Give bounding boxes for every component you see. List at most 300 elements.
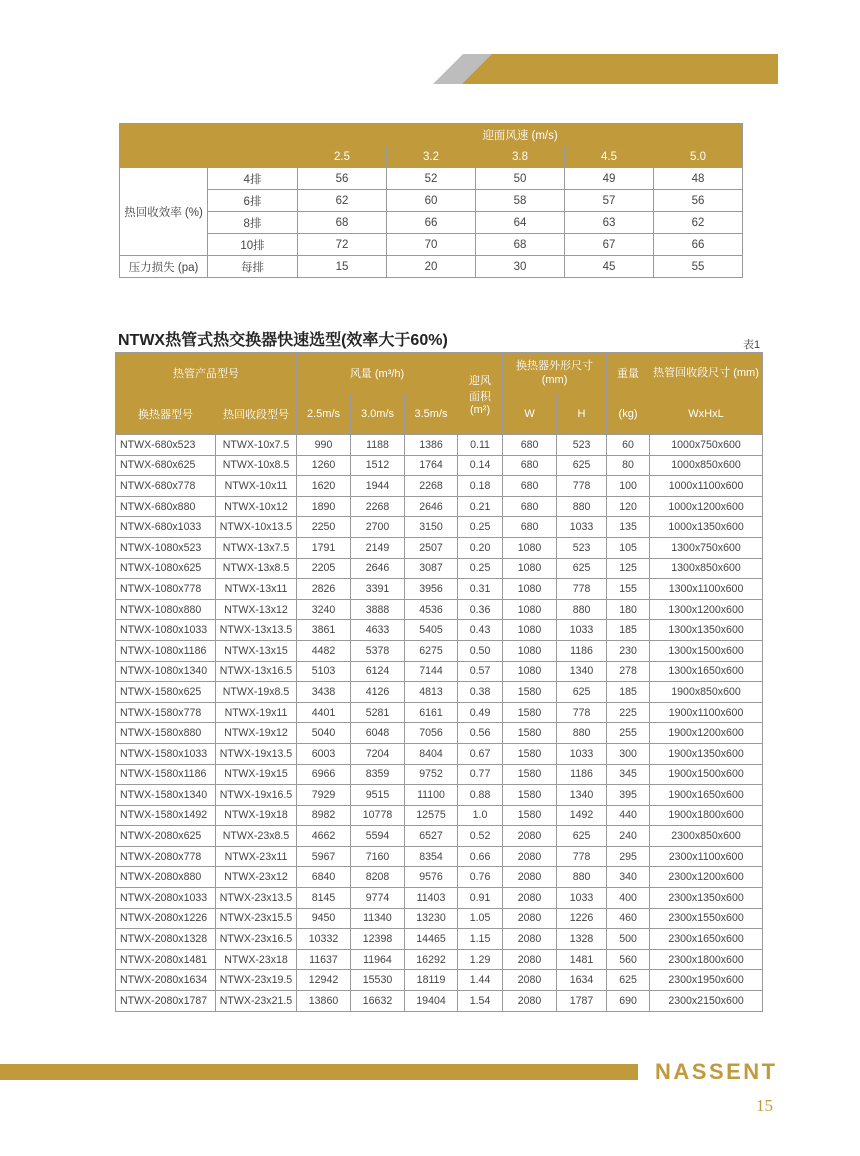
cell: 57 [565, 190, 654, 212]
section-model-cell: NTWX-19x13.5 [216, 743, 297, 764]
table-cell: 0.56 [458, 723, 503, 744]
cell: 64 [476, 212, 565, 234]
table-cell: 10332 [297, 929, 351, 950]
table-cell: 0.25 [458, 517, 503, 538]
header-gold-band [462, 54, 778, 84]
table-cell: 1634 [557, 970, 607, 991]
table-cell: 1900x1200x600 [650, 723, 763, 744]
table-cell: 2300x2150x600 [650, 991, 763, 1012]
exchanger-model-cell: NTWX-2080x1033 [116, 888, 216, 909]
table-cell: 0.31 [458, 579, 503, 600]
row-count: 每排 [208, 256, 298, 278]
face-area-header [458, 353, 503, 435]
table-cell: 500 [607, 929, 650, 950]
table-cell: 1300x1650x600 [650, 661, 763, 682]
table-cell: 0.14 [458, 455, 503, 476]
table-row [116, 537, 763, 558]
cell: 60 [387, 190, 476, 212]
table-row [116, 435, 763, 456]
table-cell: 4126 [351, 682, 405, 703]
table-cell: 3438 [297, 682, 351, 703]
table-row [116, 826, 763, 847]
table-cell: 1.54 [458, 991, 503, 1012]
section-model-cell: NTWX-19x8.5 [216, 682, 297, 703]
cell: 56 [654, 190, 743, 212]
brand-logo: NASSENT [655, 1059, 778, 1084]
speed-header: 2.5m/s [297, 394, 351, 435]
table-cell: 1080 [503, 579, 557, 600]
product-header: 热管产品型号 [116, 353, 297, 394]
table-cell: 2300x1950x600 [650, 970, 763, 991]
table-cell: 1000x750x600 [650, 435, 763, 456]
table-tag: 表1 [743, 339, 761, 351]
table-cell: 0.18 [458, 476, 503, 497]
table-cell: 1.05 [458, 908, 503, 929]
exchanger-model-cell: NTWX-1080x625 [116, 558, 216, 579]
cell: 62 [654, 212, 743, 234]
table-cell: 2646 [351, 558, 405, 579]
table-cell: 2646 [405, 496, 458, 517]
table-cell: 9576 [405, 867, 458, 888]
table-cell: 6124 [351, 661, 405, 682]
section-model-cell: NTWX-13x12 [216, 599, 297, 620]
section-model-cell: NTWX-10x11 [216, 476, 297, 497]
table-row [116, 908, 763, 929]
table-cell: 4536 [405, 599, 458, 620]
exchanger-model-cell: NTWX-2080x1226 [116, 908, 216, 929]
table-cell: 295 [607, 846, 650, 867]
table-cell: 2080 [503, 826, 557, 847]
table-cell: 1300x1200x600 [650, 599, 763, 620]
table-cell: 105 [607, 537, 650, 558]
cell: 66 [654, 234, 743, 256]
table-cell: 135 [607, 517, 650, 538]
exchanger-model-cell: NTWX-1080x1340 [116, 661, 216, 682]
section-model-cell: NTWX-23x19.5 [216, 970, 297, 991]
table-row [120, 256, 743, 278]
weight-header: 重量 [607, 353, 650, 394]
section-model-cell: NTWX-23x18 [216, 949, 297, 970]
table-cell: 4482 [297, 640, 351, 661]
table-cell: 2250 [297, 517, 351, 538]
table-cell: 4813 [405, 682, 458, 703]
corner-cell-3 [208, 146, 298, 168]
dims-header: 换热器外形尺寸 (mm) [503, 353, 607, 394]
table-row [116, 661, 763, 682]
cell: 56 [298, 168, 387, 190]
exchanger-model-cell: NTWX-1080x523 [116, 537, 216, 558]
table-cell: 5405 [405, 620, 458, 641]
table-cell: 2268 [405, 476, 458, 497]
table-cell: 2300x1200x600 [650, 867, 763, 888]
table-row [116, 929, 763, 950]
table-cell: 0.36 [458, 599, 503, 620]
table-row [116, 682, 763, 703]
cell: 63 [565, 212, 654, 234]
face-area-unit: (m²) [469, 403, 491, 416]
table-cell: 1580 [503, 764, 557, 785]
table-cell: 1.15 [458, 929, 503, 950]
table-cell: 0.50 [458, 640, 503, 661]
section-model-cell: NTWX-19x12 [216, 723, 297, 744]
table-cell: 5281 [351, 702, 405, 723]
table-cell: 3888 [351, 599, 405, 620]
exchanger-model-cell: NTWX-1580x625 [116, 682, 216, 703]
table-cell: 1300x1100x600 [650, 579, 763, 600]
table-cell: 1340 [557, 785, 607, 806]
table-cell: 1300x1500x600 [650, 640, 763, 661]
table-cell: 12942 [297, 970, 351, 991]
table-cell: 2080 [503, 991, 557, 1012]
table-cell: 2080 [503, 949, 557, 970]
table-cell: 0.66 [458, 846, 503, 867]
table-cell: 230 [607, 640, 650, 661]
table-cell: 11964 [351, 949, 405, 970]
table-cell: 6840 [297, 867, 351, 888]
table-row [116, 476, 763, 497]
cell: 49 [565, 168, 654, 190]
cell: 55 [654, 256, 743, 278]
table-cell: 185 [607, 682, 650, 703]
table-cell: 2300x1650x600 [650, 929, 763, 950]
section-model-cell: NTWX-23x8.5 [216, 826, 297, 847]
table-cell: 125 [607, 558, 650, 579]
wxhxl-header: WxHxL [650, 394, 763, 435]
cell: 67 [565, 234, 654, 256]
exchanger-model-cell: NTWX-2080x1787 [116, 991, 216, 1012]
table-cell: 13860 [297, 991, 351, 1012]
table-row [120, 190, 743, 212]
table-cell: 880 [557, 496, 607, 517]
table-cell: 1900x1350x600 [650, 743, 763, 764]
table-cell: 2300x1800x600 [650, 949, 763, 970]
table-cell: 3240 [297, 599, 351, 620]
table-cell: 778 [557, 702, 607, 723]
cell: 66 [387, 212, 476, 234]
table-cell: 3087 [405, 558, 458, 579]
table-cell: 1033 [557, 620, 607, 641]
pressure-label: 压力损失 (pa) [120, 256, 208, 278]
exchanger-model-cell: NTWX-1580x880 [116, 723, 216, 744]
speed-header: 3.5m/s [405, 394, 458, 435]
table-cell: 15530 [351, 970, 405, 991]
table-cell: 7929 [297, 785, 351, 806]
section-model-cell: NTWX-19x15 [216, 764, 297, 785]
table-cell: 1033 [557, 743, 607, 764]
table-cell: 1080 [503, 537, 557, 558]
table-cell: 8404 [405, 743, 458, 764]
cell: 45 [565, 256, 654, 278]
table-cell: 7056 [405, 723, 458, 744]
table-cell: 1900x1650x600 [650, 785, 763, 806]
section-model-cell: NTWX-23x13.5 [216, 888, 297, 909]
table-cell: 1386 [405, 435, 458, 456]
table-cell: 1580 [503, 682, 557, 703]
table-cell: 1791 [297, 537, 351, 558]
row-count: 10排 [208, 234, 298, 256]
exchanger-model-cell: NTWX-680x1033 [116, 517, 216, 538]
cell: 58 [476, 190, 565, 212]
table-cell: 0.67 [458, 743, 503, 764]
table-cell: 16292 [405, 949, 458, 970]
table-cell: 3391 [351, 579, 405, 600]
table-cell: 16632 [351, 991, 405, 1012]
table-cell: 2149 [351, 537, 405, 558]
section-model-cell: NTWX-19x18 [216, 805, 297, 826]
table-cell: 10778 [351, 805, 405, 826]
table-cell: 1188 [351, 435, 405, 456]
table-cell: 2826 [297, 579, 351, 600]
table-cell: 4662 [297, 826, 351, 847]
table-cell: 2268 [351, 496, 405, 517]
exchanger-model-cell: NTWX-2080x1481 [116, 949, 216, 970]
table-cell: 1481 [557, 949, 607, 970]
table-row [116, 970, 763, 991]
table-row [116, 805, 763, 826]
table-cell: 2080 [503, 867, 557, 888]
table-cell: 1900x1800x600 [650, 805, 763, 826]
w-header: W [503, 394, 557, 435]
table-row [116, 888, 763, 909]
table-cell: 5378 [351, 640, 405, 661]
table-cell: 18119 [405, 970, 458, 991]
section-model-cell: NTWX-13x15 [216, 640, 297, 661]
table-cell: 1492 [557, 805, 607, 826]
table-cell: 8982 [297, 805, 351, 826]
table-cell: 5040 [297, 723, 351, 744]
section-model-cell: NTWX-10x13.5 [216, 517, 297, 538]
exchanger-model-cell: NTWX-2080x880 [116, 867, 216, 888]
exchanger-model-cell: NTWX-1580x1340 [116, 785, 216, 806]
table-cell: 1000x1100x600 [650, 476, 763, 497]
table-cell: 2080 [503, 929, 557, 950]
table-row [120, 168, 743, 190]
table-cell: 680 [503, 455, 557, 476]
table-cell: 778 [557, 846, 607, 867]
table-cell: 460 [607, 908, 650, 929]
h-header: H [557, 394, 607, 435]
table-cell: 12398 [351, 929, 405, 950]
section-title: NTWX热管式热交换器快速选型(效率大于60%) [118, 332, 448, 349]
table-cell: 625 [557, 455, 607, 476]
table-row [120, 212, 743, 234]
table-cell: 9774 [351, 888, 405, 909]
speed-header: 3.0m/s [351, 394, 405, 435]
table-cell: 1580 [503, 785, 557, 806]
airflow-header: 风量 (m³/h) [297, 353, 458, 394]
table-cell: 2507 [405, 537, 458, 558]
exchanger-model-cell: NTWX-1580x1492 [116, 805, 216, 826]
table-cell: 180 [607, 599, 650, 620]
table-cell: 625 [557, 682, 607, 703]
corner-cell-2 [208, 124, 298, 146]
exchanger-model-cell: NTWX-1080x778 [116, 579, 216, 600]
cell: 62 [298, 190, 387, 212]
table-row [116, 558, 763, 579]
exchanger-model-cell: NTWX-1580x778 [116, 702, 216, 723]
table-cell: 1620 [297, 476, 351, 497]
section-model-cell: NTWX-23x16.5 [216, 929, 297, 950]
row-count: 6排 [208, 190, 298, 212]
table-cell: 9752 [405, 764, 458, 785]
table-row [116, 599, 763, 620]
table-cell: 0.25 [458, 558, 503, 579]
table-row [120, 234, 743, 256]
exchanger-model-cell: NTWX-680x778 [116, 476, 216, 497]
table-cell: 1787 [557, 991, 607, 1012]
table-cell: 8359 [351, 764, 405, 785]
table-cell: 1226 [557, 908, 607, 929]
speed-header: 3.2 [387, 146, 476, 168]
table-cell: 6966 [297, 764, 351, 785]
table-cell: 2300x1350x600 [650, 888, 763, 909]
speed-header: 4.5 [565, 146, 654, 168]
table-cell: 778 [557, 579, 607, 600]
table-cell: 440 [607, 805, 650, 826]
table-cell: 625 [557, 826, 607, 847]
table-cell: 11403 [405, 888, 458, 909]
section-model-cell: NTWX-13x8.5 [216, 558, 297, 579]
table-cell: 1080 [503, 661, 557, 682]
table-cell: 2700 [351, 517, 405, 538]
table-cell: 1580 [503, 702, 557, 723]
table-row [116, 764, 763, 785]
table-row [116, 949, 763, 970]
table-cell: 1033 [557, 888, 607, 909]
table-row [116, 455, 763, 476]
table-cell: 0.52 [458, 826, 503, 847]
section-model-cell: NTWX-10x7.5 [216, 435, 297, 456]
section-model-cell: NTWX-10x12 [216, 496, 297, 517]
table-cell: 0.77 [458, 764, 503, 785]
table-cell: 340 [607, 867, 650, 888]
section-model-cell: NTWX-23x12 [216, 867, 297, 888]
table-cell: 2300x1100x600 [650, 846, 763, 867]
table-cell: 0.76 [458, 867, 503, 888]
table-cell: 1900x1100x600 [650, 702, 763, 723]
table-cell: 60 [607, 435, 650, 456]
cell: 50 [476, 168, 565, 190]
table-cell: 1186 [557, 640, 607, 661]
section-model-cell: NTWX-13x13.5 [216, 620, 297, 641]
table-cell: 2080 [503, 908, 557, 929]
section-model-cell: NTWX-13x11 [216, 579, 297, 600]
corner-cell [120, 124, 208, 168]
table-cell: 9450 [297, 908, 351, 929]
table-cell: 0.43 [458, 620, 503, 641]
table-cell: 300 [607, 743, 650, 764]
weight-unit-header: (kg) [607, 394, 650, 435]
table-cell: 278 [607, 661, 650, 682]
section-model-cell: NTWX-19x16.5 [216, 785, 297, 806]
table-cell: 0.91 [458, 888, 503, 909]
table-cell: 6275 [405, 640, 458, 661]
table-cell: 990 [297, 435, 351, 456]
table-cell: 255 [607, 723, 650, 744]
table-cell: 1764 [405, 455, 458, 476]
section-model-cell: NTWX-23x21.5 [216, 991, 297, 1012]
table-cell: 1580 [503, 723, 557, 744]
table-cell: 1080 [503, 558, 557, 579]
speed-header: 2.5 [298, 146, 387, 168]
table-cell: 690 [607, 991, 650, 1012]
table-cell: 9515 [351, 785, 405, 806]
table-cell: 1300x750x600 [650, 537, 763, 558]
table-cell: 5103 [297, 661, 351, 682]
table-cell: 1.29 [458, 949, 503, 970]
table-cell: 240 [607, 826, 650, 847]
table-cell: 1000x1200x600 [650, 496, 763, 517]
table-cell: 0.21 [458, 496, 503, 517]
cell: 68 [476, 234, 565, 256]
table-cell: 100 [607, 476, 650, 497]
table-cell: 880 [557, 599, 607, 620]
table-cell: 1000x1350x600 [650, 517, 763, 538]
section-model-header: 热回收段型号 [216, 394, 297, 435]
table-cell: 0.11 [458, 435, 503, 456]
row-count: 8排 [208, 212, 298, 234]
table-cell: 11637 [297, 949, 351, 970]
face-area-line2: 面积 [469, 390, 492, 403]
table-cell: 1080 [503, 599, 557, 620]
table-cell: 5967 [297, 846, 351, 867]
table-cell: 7204 [351, 743, 405, 764]
table-cell: 680 [503, 476, 557, 497]
table-cell: 1890 [297, 496, 351, 517]
table-cell: 11340 [351, 908, 405, 929]
table-cell: 1033 [557, 517, 607, 538]
table-cell: 5594 [351, 826, 405, 847]
table-cell: 7144 [405, 661, 458, 682]
table-cell: 1580 [503, 805, 557, 826]
table-row [116, 496, 763, 517]
cell: 52 [387, 168, 476, 190]
exchanger-model-cell: NTWX-2080x1328 [116, 929, 216, 950]
table-cell: 120 [607, 496, 650, 517]
exchanger-model-cell: NTWX-1580x1033 [116, 743, 216, 764]
table-cell: 395 [607, 785, 650, 806]
table-cell: 1.0 [458, 805, 503, 826]
table-cell: 1080 [503, 620, 557, 641]
table-cell: 1260 [297, 455, 351, 476]
table-row [116, 640, 763, 661]
speed-header: 5.0 [654, 146, 743, 168]
exchanger-model-cell: NTWX-680x523 [116, 435, 216, 456]
table-cell: 0.57 [458, 661, 503, 682]
exchanger-model-cell: NTWX-680x625 [116, 455, 216, 476]
table-cell: 4633 [351, 620, 405, 641]
table-cell: 4401 [297, 702, 351, 723]
table-cell: 0.88 [458, 785, 503, 806]
section-model-cell: NTWX-10x8.5 [216, 455, 297, 476]
table-cell: 625 [607, 970, 650, 991]
exchanger-model-cell: NTWX-680x880 [116, 496, 216, 517]
table-cell: 880 [557, 867, 607, 888]
table-cell: 155 [607, 579, 650, 600]
exchanger-model-cell: NTWX-2080x625 [116, 826, 216, 847]
efficiency-label: 热回收效率 (%) [120, 168, 208, 256]
table-cell: 0.20 [458, 537, 503, 558]
cell: 70 [387, 234, 476, 256]
table-cell: 19404 [405, 991, 458, 1012]
table-cell: 225 [607, 702, 650, 723]
table-cell: 6161 [405, 702, 458, 723]
table-cell: 2080 [503, 970, 557, 991]
table-cell: 185 [607, 620, 650, 641]
table-cell: 400 [607, 888, 650, 909]
table-cell: 1512 [351, 455, 405, 476]
table-cell: 1900x1500x600 [650, 764, 763, 785]
